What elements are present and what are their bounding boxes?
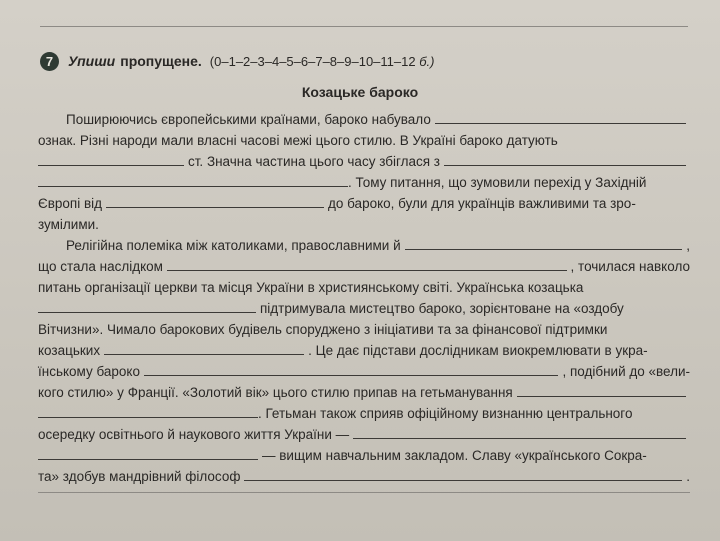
answer-blank-2[interactable] xyxy=(38,154,184,166)
text-line-14 xyxy=(38,383,690,403)
scoring-scale: (0–1–2–3–4–5–6–7–8–9–10–11–12 xyxy=(209,53,416,69)
answer-blank-5[interactable] xyxy=(106,196,324,208)
text-line-4 xyxy=(38,173,690,193)
text-fragment: зумілими. xyxy=(38,217,99,232)
text-line-8 xyxy=(38,257,690,277)
text-line-6 xyxy=(38,215,690,235)
text-line-12 xyxy=(38,341,690,361)
answer-blank-10[interactable] xyxy=(144,364,558,376)
scoring-unit: б.) xyxy=(419,53,435,69)
text-fragment: , подібний до «вели- xyxy=(562,364,690,379)
text-fragment: до бароко, були для українців важливими та зро- xyxy=(328,196,636,211)
text-fragment: Релігійна полеміка між католиками, православними й xyxy=(66,238,401,253)
text-line-10 xyxy=(38,299,690,319)
answer-blank-4[interactable] xyxy=(38,175,348,187)
text-fragment: . Гетьман також сприяв офіційному визнанню центрального xyxy=(258,406,633,421)
answer-blank-3[interactable] xyxy=(444,154,686,166)
task-scoring xyxy=(210,54,435,69)
text-fragment: їнському бароко xyxy=(38,364,141,379)
text-fragment: підтримувала мистецтво бароко, зорієнтоване на «оздобу xyxy=(260,301,624,316)
task-instruction: Упиши xyxy=(68,53,116,69)
text-line-17 xyxy=(38,446,690,466)
text-fragment: ознак. Різні народи мали власні часові межі цього стилю. В Україні бароко датують xyxy=(38,133,558,148)
text-fragment: питань організації церкви та місця України в християнському світі. Українська козацька xyxy=(38,280,584,295)
answer-blank-13[interactable] xyxy=(353,427,686,439)
text-fragment: — вищим навчальним закладом. Славу «українського Сокра- xyxy=(262,448,647,463)
text-fragment: ст. Значна частина цього часу збіглася з xyxy=(188,154,440,169)
answer-blank-7[interactable] xyxy=(167,259,567,271)
text-fragment: Європі від xyxy=(38,196,102,211)
text-fragment: Поширюючись європейськими країнами, бароко набувало xyxy=(66,112,431,127)
task-number-badge: 7 xyxy=(40,52,59,71)
text-line-16 xyxy=(38,425,690,445)
text-fragment: Вітчизни». Чимало барокових будівель споруджено з ініціативи та за фінансової підтримки xyxy=(38,322,608,337)
text-fragment: кого стилю» у Франції. «Золотий вік» цього стилю припав на гетьманування xyxy=(38,385,513,400)
text-line-15 xyxy=(38,404,690,424)
text-line-3 xyxy=(38,152,690,172)
text-fragment: та» здобув мандрівний філософ xyxy=(38,469,241,484)
text-fragment: що стала наслідком xyxy=(38,259,163,274)
answer-blank-6[interactable] xyxy=(405,238,683,250)
text-line-9 xyxy=(38,278,690,298)
answer-blank-9[interactable] xyxy=(104,343,304,355)
text-fragment: . Це дає підстави дослідникам виокремлювати в укра- xyxy=(308,343,648,358)
answer-blank-12[interactable] xyxy=(38,406,258,418)
answer-blank-14[interactable] xyxy=(38,448,258,460)
text-line-2 xyxy=(38,131,690,151)
text-fragment: . Тому питання, що зумовили перехід у Західній xyxy=(348,175,647,190)
bottom-rule xyxy=(38,492,690,493)
answer-blank-1[interactable] xyxy=(435,112,686,124)
text-line-11 xyxy=(38,320,690,340)
answer-blank-8[interactable] xyxy=(38,301,256,313)
task-instruction-rest: пропущене. xyxy=(120,53,202,69)
text-line-5 xyxy=(38,194,690,214)
text-fragment: . xyxy=(686,469,690,484)
answer-blank-11[interactable] xyxy=(517,385,686,397)
text-fragment: осередку освітнього й наукового життя України — xyxy=(38,427,350,442)
text-line-7 xyxy=(38,236,690,256)
task-header xyxy=(40,50,435,72)
text-fragment: козацьких xyxy=(38,343,101,358)
answer-blank-15[interactable] xyxy=(244,469,682,481)
text-fragment: , xyxy=(686,238,690,253)
text-title: Козацьке бароко xyxy=(301,84,419,100)
text-fragment: , точилася навколо xyxy=(570,259,690,274)
top-rule xyxy=(40,26,688,27)
text-line-1 xyxy=(38,110,690,130)
text-line-13 xyxy=(38,362,690,382)
text-line-18 xyxy=(38,467,690,487)
